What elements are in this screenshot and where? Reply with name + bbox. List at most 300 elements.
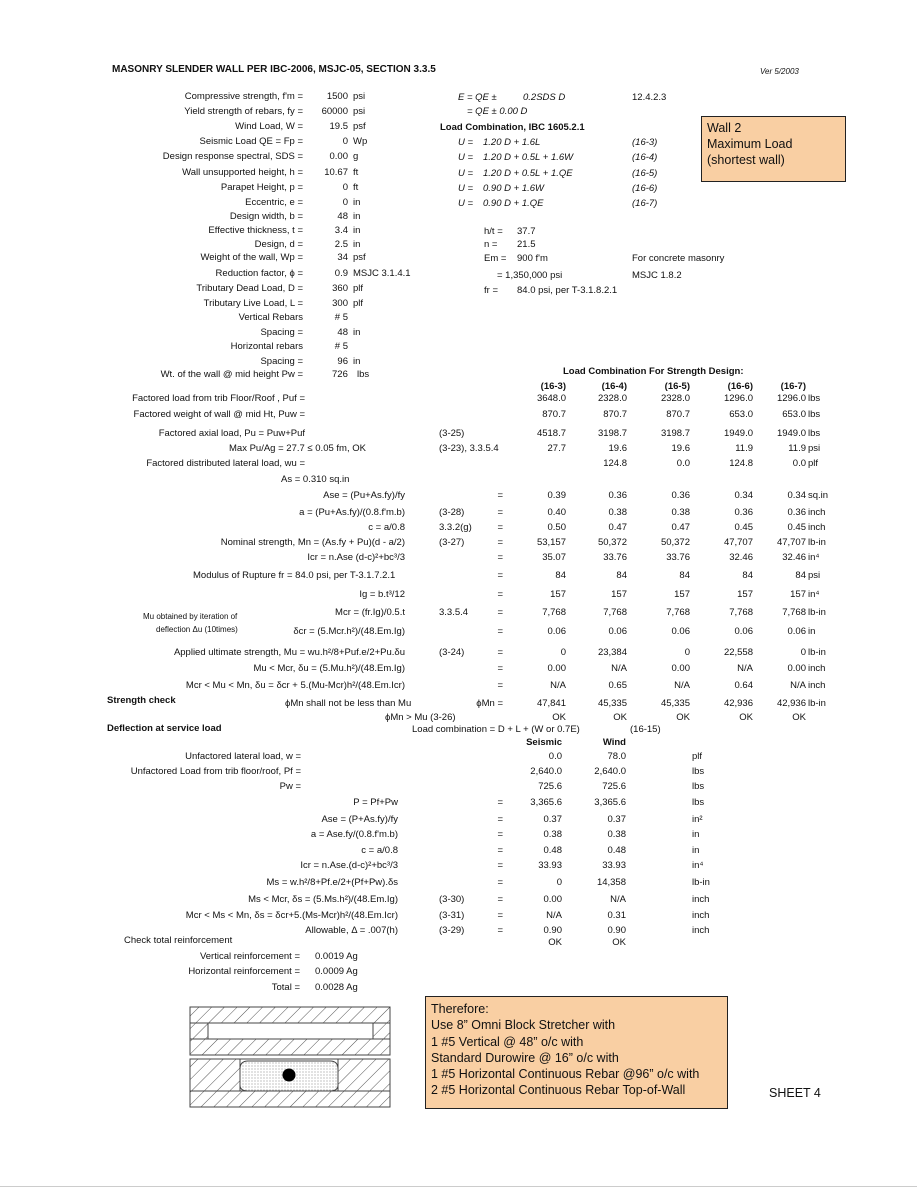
strength-cell: 157 (611, 589, 627, 600)
deflection-row-label: Ms < Mcr, δs = (5.Ms.h²)/(48.Em.Ig) (248, 894, 398, 905)
input-label: Wall unsupported height, h = (182, 167, 303, 178)
prop-label: fr = (484, 285, 498, 296)
prop-value: 21.5 (517, 239, 536, 250)
strength-cell: 0.45 (734, 522, 753, 533)
strength-row-unit: inch (808, 507, 826, 518)
strength-cell: 11.9 (788, 443, 806, 454)
strength-cell: 0 (800, 647, 806, 658)
prop-label: n = (484, 239, 498, 250)
strength-row-eq: = (497, 663, 503, 674)
input-unit: lbs (357, 369, 370, 380)
iteration-note-1: Mu obtained by iteration of (143, 612, 238, 621)
strength-col-header: (16-7) (780, 381, 806, 392)
strength-cell: 1296.0 (776, 393, 806, 404)
input-label: Spacing = (260, 327, 303, 338)
strength-row-unit: lbs (808, 409, 821, 420)
strength-row-eq: = (497, 589, 503, 600)
strength-row-unit: lb-in (808, 607, 826, 618)
input-unit: in (353, 239, 361, 250)
combo-u: U = (458, 183, 474, 194)
strength-row-eq: = (497, 522, 503, 533)
combo-eq-ref: 12.4.2.3 (632, 92, 667, 103)
combo-ref: (16-6) (632, 183, 658, 194)
deflection-row-unit: plf (692, 751, 703, 762)
deflection-row-eq: = (497, 877, 503, 888)
deflection-row-eq: = (497, 925, 503, 936)
strength-row-unit: in (808, 626, 816, 637)
strength-cell: 0.45 (787, 522, 806, 533)
deflection-row-eq: = (497, 860, 503, 871)
input-value: 0 (342, 182, 348, 193)
combo-expr: 0.90 D + 1.QE (483, 198, 544, 209)
page-title: MASONRY SLENDER WALL PER IBC-2006, MSJC-05, SECTION 3.3.5 (112, 64, 436, 75)
strength-cell: 45,335 (597, 698, 627, 709)
strength-cell: 0 (684, 647, 690, 658)
strength-cell: 22,558 (723, 647, 753, 658)
strength-cell: 0.06 (734, 626, 753, 637)
strength-row-unit: psi (808, 570, 821, 581)
strength-cell: N/A (790, 680, 806, 691)
note-line: (shortest wall) (707, 153, 785, 167)
deflection-cell: 0.31 (607, 910, 626, 921)
input-label: Seismic Load QE = Fp = (199, 136, 303, 147)
strength-row-eq: = (497, 607, 503, 618)
deflection-cell: 0.90 (607, 925, 626, 936)
deflection-row-eq: = (497, 797, 503, 808)
strength-cell: 84 (742, 570, 753, 581)
deflection-cell: OK (548, 937, 562, 948)
strength-cell: 47,707 (776, 537, 806, 548)
page-bottom-rule (0, 1186, 917, 1187)
deflection-row-label: Ase = (P+As.fy)/fy (321, 814, 398, 825)
strength-row-label: Mcr < Mu < Mn, δu = δcr + 5.(Mu-Mcr)h²/(48.Em.Icr) (185, 680, 405, 691)
input-value: 360 (332, 283, 348, 294)
prop-note: MSJC 1.8.2 (632, 270, 682, 281)
strength-cell: 32.46 (782, 552, 806, 563)
strength-row-label: Icr = n.Ase (d-c)²+bc³/3 (307, 552, 405, 563)
strength-row-unit: plf (808, 458, 819, 469)
strength-cell: 42,936 (776, 698, 806, 709)
input-label: Design width, b = (229, 211, 303, 222)
input-value: 19.5 (329, 121, 348, 132)
deflection-row-label: Ms = w.h²/8+Pf.e/2+(Pf+Pw).δs (266, 877, 398, 888)
conclusion-line: Therefore: (431, 1002, 489, 1016)
input-label: Design, d = (254, 239, 303, 250)
input-label: Wt. of the wall @ mid height Pw = (160, 369, 303, 380)
input-unit: in (353, 211, 361, 222)
strength-cell: 2328.0 (597, 393, 627, 404)
strength-cell: 0.47 (671, 522, 690, 533)
deflection-cell: 33.93 (538, 860, 562, 871)
strength-row-label: Factored distributed lateral load, wu = (146, 458, 305, 469)
strength-row-label: Max Pu/Ag = 27.7 ≤ 0.05 fm, OK (229, 443, 366, 454)
input-label: Horizontal rebars (230, 341, 303, 352)
strength-row-ref: (3-28) (439, 507, 465, 518)
input-value: 0 (342, 136, 348, 147)
deflection-row-eq: = (497, 845, 503, 856)
strength-cell: 0.0 (792, 458, 806, 469)
strength-row-label: ϕMn > Mu (3-26) (385, 712, 456, 723)
strength-cell: 84 (679, 570, 690, 581)
version-label: Ver 5/2003 (760, 67, 799, 76)
input-value: 34 (337, 252, 348, 263)
input-label: Tributary Live Load, L = (203, 298, 303, 309)
combo-u: U = (458, 168, 474, 179)
strength-row-label: Modulus of Rupture fr = 84.0 psi, per T-3.1.7.2.1 (193, 570, 396, 581)
strength-cell: 653.0 (729, 409, 753, 420)
strength-row-label: Factored weight of wall @ mid Ht, Puw = (133, 409, 305, 420)
deflection-cell: N/A (546, 910, 562, 921)
strength-cell: 0.06 (787, 626, 806, 637)
strength-cell: 53,157 (536, 537, 566, 548)
strength-cell: 1949.0 (723, 428, 753, 439)
deflection-row-unit: inch (692, 894, 710, 905)
strength-row-eq: = (497, 537, 503, 548)
strength-row-label: Factored load from trib Floor/Roof , Puf = (132, 393, 305, 404)
prop-label: h/t = (484, 226, 503, 237)
strength-cell: 0.39 (547, 490, 566, 501)
iteration-note-2: deflection Δu (10times) (156, 625, 238, 634)
strength-cell: 0.36 (734, 507, 753, 518)
input-value: 48 (337, 327, 348, 338)
strength-row-ref: 3.3.5.4 (439, 607, 469, 618)
deflection-row-unit: inch (692, 910, 710, 921)
strength-row-label: a = (Pu+As.fy)/(0.8.f'm.b) (299, 507, 405, 518)
deflection-cell: 0.0 (548, 751, 562, 762)
strength-row-label: ϕMn shall not be less than Mu (285, 698, 412, 709)
input-unit: psf (353, 252, 366, 263)
conclusion-line: 1 #5 Horizontal Continuous Rebar @96” o/c with (431, 1067, 700, 1082)
input-unit: plf (353, 283, 364, 294)
input-unit: ft (353, 167, 359, 178)
strength-cell: 3198.7 (597, 428, 627, 439)
strength-row-label: Mcr = (fr.Ig)/0.5.t (335, 607, 405, 618)
prop-value: 84.0 psi, per T-3.1.8.2.1 (517, 285, 618, 296)
deflection-cell: 2,640.0 (530, 766, 562, 777)
strength-cell: 0.06 (671, 626, 690, 637)
strength-row-ref: (3-25) (439, 428, 465, 439)
input-value: 60000 (321, 106, 348, 117)
strength-cell: 84 (795, 570, 806, 581)
deflection-cell: 33.93 (602, 860, 626, 871)
strength-row-label: Factored axial load, Pu = Puw+Puf (158, 428, 305, 439)
input-unit: in (353, 197, 361, 208)
strength-cell: 870.7 (666, 409, 690, 420)
strength-row-eq: ϕMn = (476, 698, 503, 709)
strength-cell: 11.9 (735, 443, 753, 454)
deflection-row-unit: in (692, 845, 700, 856)
deflection-row-label: Pw = (279, 781, 301, 792)
input-value: 3.4 (334, 225, 348, 236)
strength-row-unit: in⁴ (808, 552, 820, 563)
rebar-icon (283, 1069, 296, 1082)
wall-note-box (701, 116, 846, 182)
input-label: Design response spectral, SDS = (162, 151, 303, 162)
strength-cell: 0.36 (787, 507, 806, 518)
deflection-row-ref: (3-31) (439, 910, 465, 921)
input-label: Tributary Dead Load, D = (196, 283, 303, 294)
combo-ref: (16-3) (632, 137, 658, 148)
strength-cell: 0.47 (608, 522, 627, 533)
deflection-cell: 3,365.6 (530, 797, 562, 808)
strength-col-header: (16-5) (664, 381, 690, 392)
input-label: Vertical Rebars (238, 312, 303, 323)
strength-cell: 33.76 (603, 552, 627, 563)
strength-cell: 870.7 (603, 409, 627, 420)
deflection-combo-ref: (16-15) (630, 724, 661, 735)
deflection-row-unit: lbs (692, 781, 705, 792)
strength-row-ref: (3-27) (439, 537, 465, 548)
deflection-row-ref: (3-30) (439, 894, 465, 905)
deflection-cell: 0.38 (607, 829, 626, 840)
input-unit: psi (353, 91, 366, 102)
combo-eq-e: E = QE ± (458, 92, 497, 103)
deflection-cell: 0.37 (607, 814, 626, 825)
input-unit: Wp (353, 136, 368, 147)
deflection-cell: OK (612, 937, 626, 948)
strength-row-label: Ig = b.t³/12 (359, 589, 405, 600)
strength-row-unit: lbs (808, 428, 821, 439)
input-value: # 5 (334, 312, 348, 323)
deflection-row-eq: = (497, 894, 503, 905)
strength-cell: N/A (737, 663, 753, 674)
strength-cell: 45,335 (660, 698, 690, 709)
deflection-row-unit: lbs (692, 797, 705, 808)
prop-value: 37.7 (517, 226, 536, 237)
deflection-cell: 78.0 (607, 751, 626, 762)
strength-col-header: (16-6) (727, 381, 753, 392)
combo-u: U = (458, 152, 474, 163)
prop-label: Em = (484, 253, 507, 264)
input-value: 48 (337, 211, 348, 222)
deflection-cell: 2,640.0 (594, 766, 626, 777)
input-label: Wind Load, W = (235, 121, 303, 132)
strength-col-header: (16-3) (540, 381, 566, 392)
input-label: Compressive strength, f'm = (184, 91, 303, 102)
strength-cell: 47,707 (723, 537, 753, 548)
strength-cell: 2328.0 (660, 393, 690, 404)
strength-cell: 0.00 (547, 663, 566, 674)
input-value: 0.9 (334, 268, 348, 279)
input-value: # 5 (334, 341, 348, 352)
deflection-row-unit: lbs (692, 766, 705, 777)
reinforcement-value: 0.0009 Ag (315, 966, 358, 977)
strength-cell: 0.0 (676, 458, 690, 469)
conclusion-line: Use 8” Omni Block Stretcher with (431, 1018, 616, 1033)
deflection-col-header: Seismic (526, 737, 562, 748)
deflection-cell: 3,365.6 (594, 797, 626, 808)
input-unit: g (353, 151, 359, 162)
strength-cell: OK (792, 712, 806, 723)
strength-row-unit: lb-in (808, 698, 826, 709)
strength-cell: 0.38 (671, 507, 690, 518)
deflection-cell: 0.48 (543, 845, 562, 856)
wall-section-drawing (188, 1005, 394, 1109)
strength-row-eq: = (497, 680, 503, 691)
strength-cell: 870.7 (542, 409, 566, 420)
combo-expr: 1.20 D + 1.6L (483, 137, 541, 148)
strength-row-label: δcr = (5.Mcr.h²)/(48.Em.Ig) (293, 626, 405, 637)
strength-row-unit: inch (808, 663, 826, 674)
deflection-row-label: a = Ase.fy/(0.8.f'm.b) (310, 829, 398, 840)
input-value: 0 (342, 197, 348, 208)
deflection-heading: Deflection at service load (107, 723, 222, 734)
strength-row-unit: lbs (808, 393, 821, 404)
strength-cell: 23,384 (597, 647, 627, 658)
strength-cell: N/A (611, 663, 627, 674)
strength-cell: N/A (550, 680, 566, 691)
combo-ref: (16-7) (632, 198, 658, 209)
strength-cell: 19.6 (671, 443, 690, 454)
strength-cell: 3648.0 (536, 393, 566, 404)
input-unit: psi (353, 106, 366, 117)
strength-cell: 33.76 (666, 552, 690, 563)
strength-cell: 3198.7 (660, 428, 690, 439)
input-unit: ft (353, 182, 359, 193)
input-unit: plf (353, 298, 364, 309)
strength-cell: 0.36 (608, 490, 627, 501)
strength-heading: Load Combination For Strength Design: (563, 366, 744, 377)
strength-row-unit: in⁴ (808, 589, 820, 600)
strength-cell: 50,372 (660, 537, 690, 548)
deflection-row-label: Unfactored Load from trib floor/roof, Pf = (130, 766, 301, 777)
deflection-row-unit: in² (692, 814, 703, 825)
strength-cell: 1296.0 (723, 393, 753, 404)
strength-cell: 7,768 (666, 607, 690, 618)
combo-expr: 0.90 D + 1.6W (483, 183, 544, 194)
input-value: 10.67 (324, 167, 348, 178)
deflection-col-header: Wind (602, 737, 626, 748)
input-value: 300 (332, 298, 348, 309)
strength-cell: 4518.7 (536, 428, 566, 439)
strength-cell: 0.00 (787, 663, 806, 674)
combo-ref: (16-5) (632, 168, 658, 179)
input-unit: MSJC 3.1.4.1 (353, 268, 411, 279)
strength-cell: 0.00 (671, 663, 690, 674)
deflection-cell: N/A (610, 894, 626, 905)
strength-row-ref: (3-23), 3.3.5.4 (439, 443, 499, 454)
strength-cell: 0.64 (734, 680, 753, 691)
input-label: Reduction factor, ϕ = (215, 268, 303, 279)
strength-cell: 32.46 (729, 552, 753, 563)
strength-row-eq: = (497, 490, 503, 501)
strength-cell: OK (552, 712, 566, 723)
strength-cell: N/A (674, 680, 690, 691)
strength-cell: 0.36 (671, 490, 690, 501)
input-label: Yield strength of rebars, fy = (184, 106, 303, 117)
input-unit: in (353, 327, 361, 338)
strength-row-eq: = (497, 507, 503, 518)
strength-row-eq: = (497, 570, 503, 581)
strength-cell: 157 (550, 589, 566, 600)
note-line: Maximum Load (707, 137, 793, 151)
conclusion-line: 1 #5 Vertical @ 48” o/c with (431, 1034, 584, 1049)
prop-value: 900 f'm (517, 253, 548, 264)
strength-row-label: Nominal strength, Mn = (As.fy + Pu)(d - a/2) (220, 537, 405, 548)
strength-cell: OK (676, 712, 690, 723)
deflection-cell: 14,358 (596, 877, 626, 888)
deflection-row-label: c = a/0.8 (361, 845, 398, 856)
reinforcement-heading: Check total reinforcement (124, 935, 233, 946)
strength-col-header: (16-4) (601, 381, 627, 392)
strength-cell: 47,841 (536, 698, 566, 709)
conclusion-line: 2 #5 Horizontal Continuous Rebar Top-of-Wall (431, 1083, 686, 1098)
deflection-row-label: Unfactored lateral load, w = (185, 751, 301, 762)
strength-row-unit: lb-in (808, 537, 826, 548)
reinforcement-label: Vertical reinforcement = (199, 951, 300, 962)
strength-row-unit: lb-in (808, 647, 826, 658)
reinforcement-label: Horizontal reinforcement = (188, 966, 300, 977)
strength-cell: 0.06 (547, 626, 566, 637)
strength-cell: OK (613, 712, 627, 723)
deflection-cell: 725.6 (538, 781, 562, 792)
combo-ref: (16-4) (632, 152, 658, 163)
strength-cell: 0.50 (547, 522, 566, 533)
input-value: 2.5 (334, 239, 348, 250)
strength-check-label: Strength check (107, 695, 176, 706)
deflection-row-label: Allowable, Δ = .007(h) (305, 925, 398, 936)
input-unit: in (353, 356, 361, 367)
deflection-row-ref: (3-29) (439, 925, 465, 936)
reinforcement-label: Total = (271, 982, 300, 993)
input-label: Weight of the wall, Wp = (200, 252, 303, 263)
strength-row-label: Applied ultimate strength, Mu = wu.h²/8+Puf.e/2+Pu.δu (173, 647, 405, 658)
strength-cell: 0 (560, 647, 566, 658)
strength-cell: 7,768 (542, 607, 566, 618)
strength-cell: 1949.0 (776, 428, 806, 439)
combo-expr: 1.20 D + 0.5L + 1.QE (483, 168, 573, 179)
conclusion-line: Standard Durowire @ 16” o/c with (431, 1050, 619, 1065)
strength-row-ref: (3-24) (439, 647, 465, 658)
input-value: 96 (337, 356, 348, 367)
strength-cell: 50,372 (597, 537, 627, 548)
strength-cell: 0.65 (608, 680, 627, 691)
strength-row-label: c = a/0.8 (368, 522, 405, 533)
deflection-row-eq: = (497, 814, 503, 825)
strength-cell: OK (739, 712, 753, 723)
input-label: Parapet Height, p = (220, 182, 303, 193)
strength-cell: 157 (737, 589, 753, 600)
strength-cell: 0.34 (734, 490, 753, 501)
note-line: Wall 2 (707, 121, 742, 135)
input-value: 726 (332, 369, 348, 380)
strength-cell: 27.7 (547, 443, 566, 454)
deflection-cell: 0.90 (543, 925, 562, 936)
combo-heading: Load Combination, IBC 1605.2.1 (440, 122, 585, 133)
strength-cell: 124.8 (729, 458, 753, 469)
combo-eq-line2: = QE ± 0.00 D (467, 106, 528, 117)
strength-cell: 84 (616, 570, 627, 581)
deflection-row-label: Mcr < Ms < Mn, δs = δcr+5.(Ms-Mcr)h²/(48.Em.Icr) (185, 910, 398, 921)
strength-row-unit: psi (808, 443, 821, 454)
input-label: Eccentric, e = (245, 197, 303, 208)
strength-row-unit: sq.in (808, 490, 829, 501)
strength-row-unit: inch (808, 680, 826, 691)
prop-value: = 1,350,000 psi (497, 270, 563, 281)
input-label: Spacing = (260, 356, 303, 367)
input-unit: psf (353, 121, 366, 132)
deflection-cell: 0.00 (543, 894, 562, 905)
strength-cell: 42,936 (723, 698, 753, 709)
strength-cell: 0.40 (547, 507, 566, 518)
strength-cell: 653.0 (782, 409, 806, 420)
reinforcement-value: 0.0028 Ag (315, 982, 358, 993)
strength-row-label: Ase = (Pu+As.fy)/fy (323, 490, 405, 501)
strength-cell: 0.06 (608, 626, 627, 637)
strength-cell: 157 (674, 589, 690, 600)
deflection-row-unit: in (692, 829, 700, 840)
strength-cell: 124.8 (603, 458, 627, 469)
